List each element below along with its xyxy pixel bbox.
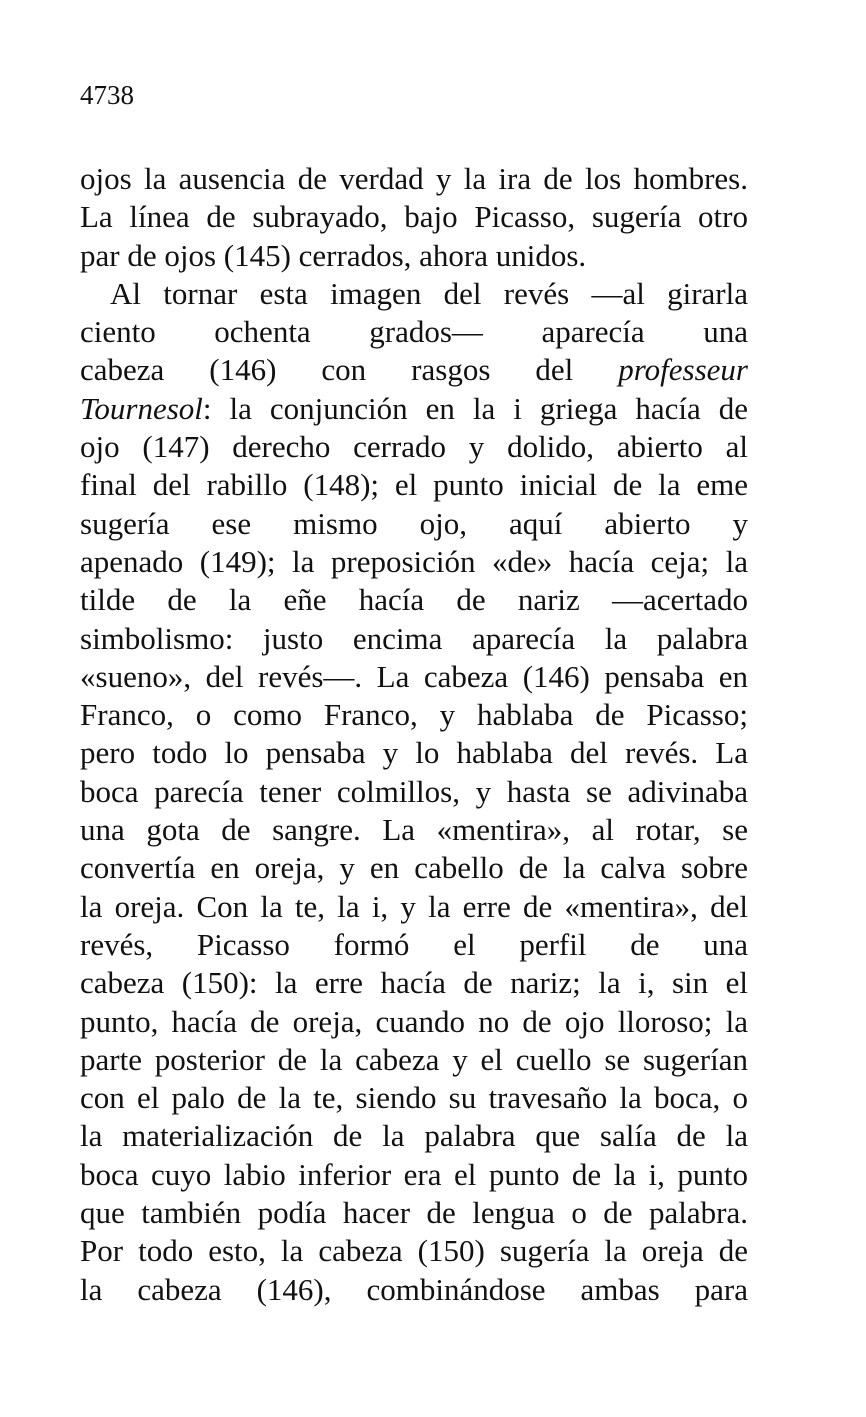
text-line: que también podía hacer de lengua o de palabra. [80, 1195, 748, 1231]
text-run: cabeza (146) con rasgos del [80, 352, 574, 388]
text-line: cabeza (150): la erre hacía de nariz; la i, sin el [80, 965, 748, 1001]
text-line: la cabeza (146), combinándose ambas para [80, 1271, 748, 1307]
text-line: Por todo esto, la cabeza (150) sugería la oreja de [80, 1233, 748, 1269]
text-line: Franco, o como Franco, y hablaba de Picasso; [80, 697, 748, 733]
text-line: boca cuyo labio inferior era el punto de la i, punto [80, 1156, 748, 1192]
text-line: ojo (147) derecho cerrado y dolido, abierto al [80, 429, 748, 465]
text-line: la oreja. Con la te, la i, y la erre de «mentira», del [80, 888, 748, 924]
text-line: sugería ese mismo ojo, aquí abierto y [80, 505, 748, 541]
text-line: La línea de subrayado, bajo Picasso, sugería otro [80, 199, 748, 235]
text-line: una gota de sangre. La «mentira», al rotar, se [80, 812, 748, 848]
body-text [80, 160, 748, 1309]
text-line: «sueno», del revés—. La cabeza (146) pensaba en [80, 658, 748, 694]
page-number: 4738 [80, 80, 134, 110]
text-line: punto, hacía de oreja, cuando no de ojo lloroso; la [80, 1003, 748, 1039]
text-line: pero todo lo pensaba y lo hablaba del revés. La [80, 735, 748, 771]
italic-text: Tournesol [80, 390, 203, 426]
text-line: tilde de la eñe hacía de nariz —acertado [80, 582, 748, 618]
text-line: final del rabillo (148); el punto inicial de la eme [80, 467, 748, 503]
text-line: convertía en oreja, y en cabello de la calva sobre [80, 850, 748, 886]
italic-text: professeur [618, 352, 748, 388]
text-line: con el palo de la te, siendo su travesaño la boca, o [80, 1080, 748, 1116]
text-line: par de ojos (145) cerrados, ahora unidos. [80, 237, 587, 273]
text-line: boca parecía tener colmillos, y hasta se adivinaba [80, 773, 748, 809]
text-line: Al tornar esta imagen del revés —al girarla [110, 275, 748, 311]
text-line [80, 390, 748, 428]
text-line: ojos la ausencia de verdad y la ira de los hombres. [80, 161, 748, 196]
text-line: apenado (149); la preposición «de» hacía ceja; la [80, 543, 748, 579]
text-line: parte posterior de la cabeza y el cuello se sugerían [80, 1041, 748, 1077]
text-line: simbolismo: justo encima aparecía la palabra [80, 620, 748, 656]
text-line: ciento ochenta grados— aparecía una [80, 314, 748, 350]
text-run: : la conjunción en la i griega hacía de [202, 390, 748, 426]
text-line: la materialización de la palabra que salía de la [80, 1118, 748, 1154]
text-line: revés, Picasso formó el perfil de una [80, 926, 748, 962]
text-line [80, 351, 748, 389]
